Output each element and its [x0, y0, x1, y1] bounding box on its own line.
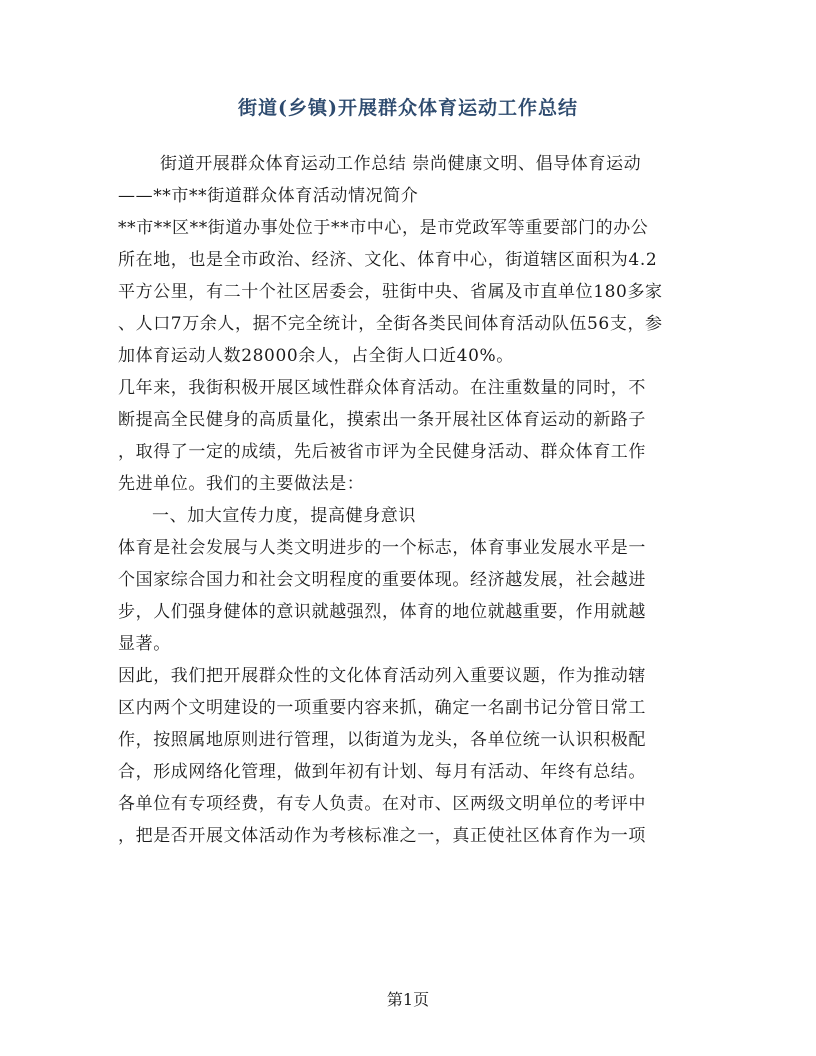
page-number: 第1页 [386, 990, 430, 1009]
paragraph-line: 断提高全民健身的高质量化，摸索出一条开展社区体育运动的新路子 [118, 410, 646, 430]
paragraph-line: 作，按照属地原则进行管理，以街道为龙头，各单位统一认识积极配 [118, 730, 646, 750]
paragraph-line: 合，形成网络化管理，做到年初有计划、每月有活动、年终有总结。 [118, 762, 646, 782]
paragraph-line: ，把是否开展文体活动作为考核标准之一，真正使社区体育作为一项 [118, 826, 646, 846]
paragraph-line: 各单位有专项经费，有专人负责。在对市、区两级文明单位的考评中 [118, 794, 646, 814]
paragraph-line: ，取得了一定的成绩，先后被省市评为全民健身活动、群众体育工作 [118, 442, 646, 462]
subtitle-line: ——**市**街道群众体育活动情况简介 [118, 186, 419, 206]
paragraph-line: 几年来，我街积极开展区域性群众体育活动。在注重数量的同时，不 [118, 378, 646, 398]
paragraph-line: 、人口7万余人，据不完全统计，全街各类民间体育活动队伍56支，参 [118, 314, 663, 334]
paragraph-line: 因此，我们把开展群众性的文化体育活动列入重要议题，作为推动辖 [118, 666, 646, 686]
paragraph-line: 区内两个文明建设的一项重要内容来抓，确定一名副书记分管日常工 [118, 698, 646, 718]
paragraph-line: 步，人们强身健体的意识就越强烈，体育的地位就越重要，作用就越 [118, 602, 646, 622]
paragraph-line: **市**区**街道办事处位于**市中心，是市党政军等重要部门的办公 [118, 218, 649, 238]
paragraph-line: 先进单位。我们的主要做法是： [118, 474, 365, 494]
paragraph-line: 加体育运动人数28000余人，占全街人口近40%。 [118, 346, 514, 366]
paragraph-line: 体育是社会发展与人类文明进步的一个标志，体育事业发展水平是一 [118, 538, 646, 558]
paragraph-line: 所在地，也是全市政治、经济、文化、体育中心，街道辖区面积为4.2 [118, 250, 658, 270]
document-body [118, 148, 698, 852]
paragraph-line: 个国家综合国力和社会文明程度的重要体现。经济越发展，社会越进 [118, 570, 646, 590]
paragraph-line: 显著。 [118, 634, 171, 654]
document-title: 街道(乡镇)开展群众体育运动工作总结 [238, 97, 578, 119]
paragraph-line: 平方公里，有二十个社区居委会，驻街中央、省属及市直单位180多家 [118, 282, 663, 302]
subtitle-line: 街道开展群众体育运动工作总结 崇尚健康文明、倡导体育运动 [160, 154, 642, 174]
section-heading: 一、加大宣传力度，提高健身意识 [152, 506, 416, 526]
